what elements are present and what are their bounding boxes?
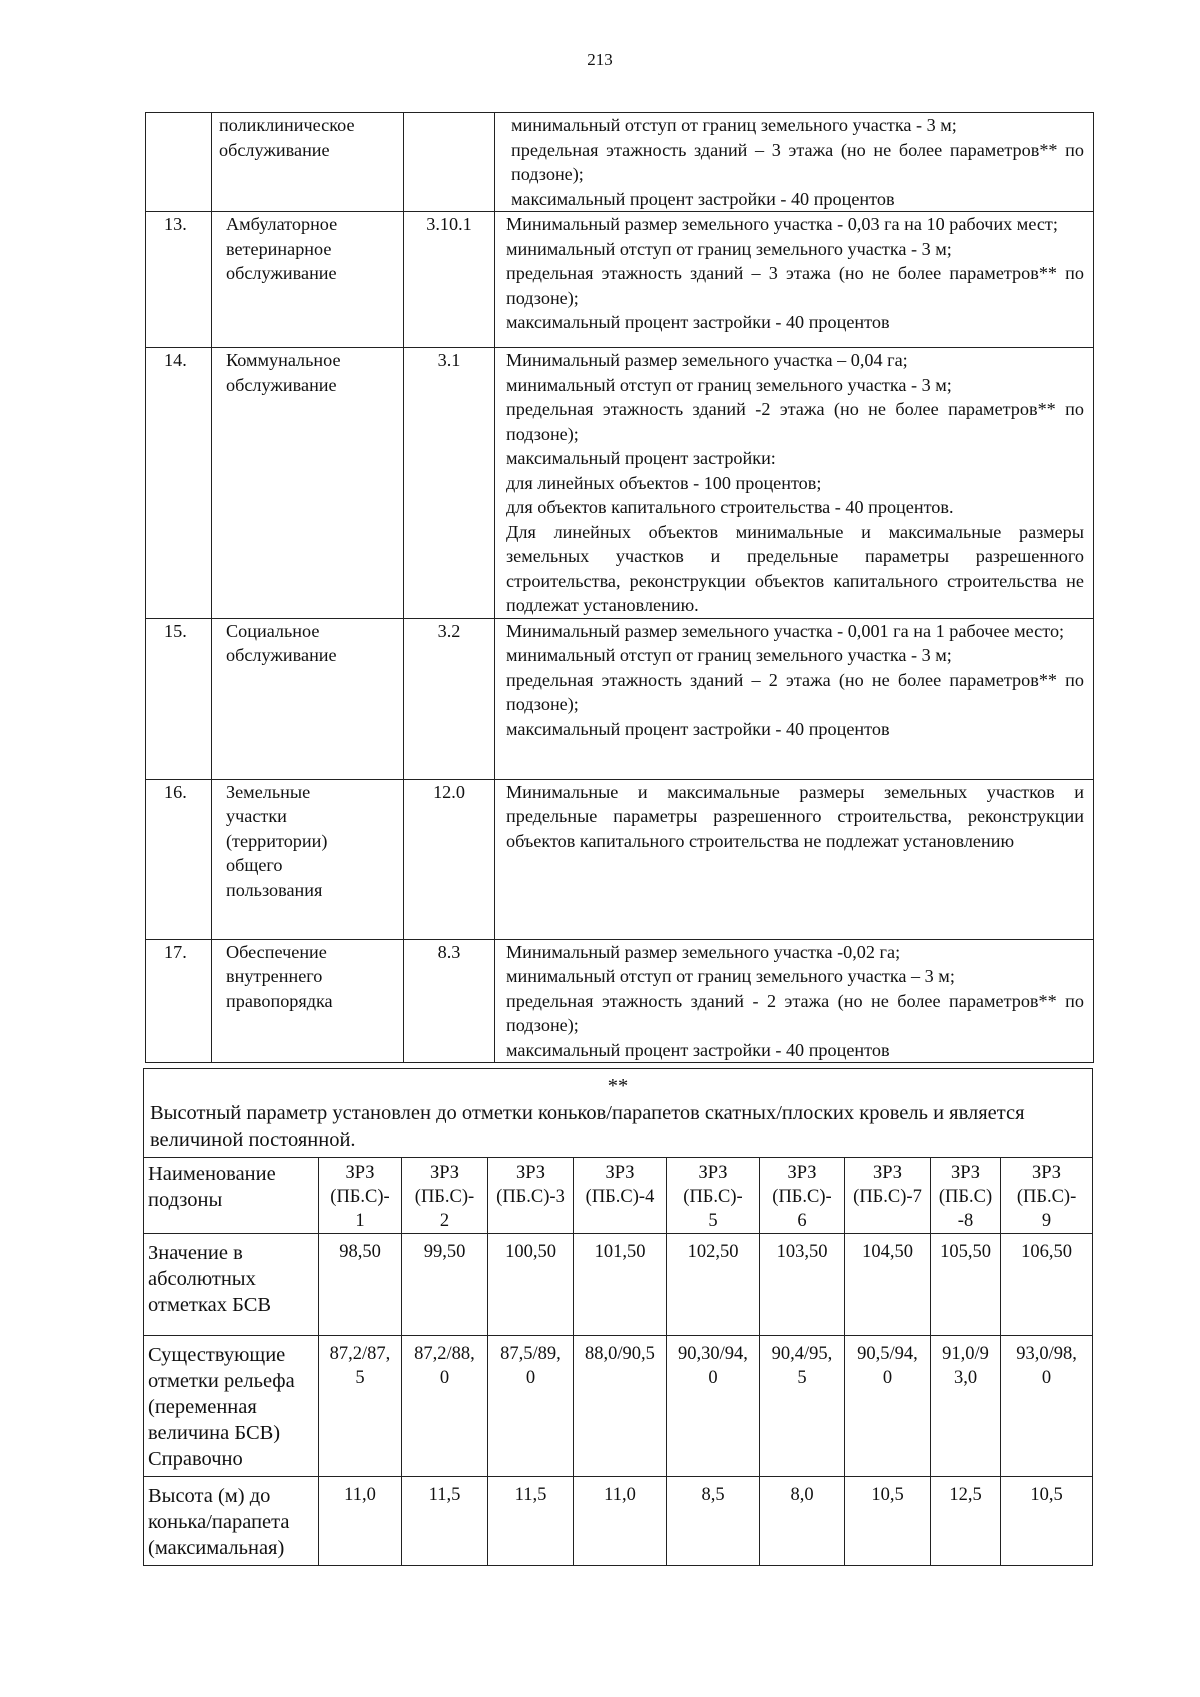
use-name-line: Земельные [226, 781, 311, 802]
value-line: 102,50 [687, 1242, 739, 1262]
table-row [146, 618, 1094, 779]
zone-name-line: (ПБ.С)- [330, 1187, 390, 1207]
parameter-line: Минимальный размер земельного участка -0,02 га; [506, 941, 901, 962]
zone-name-line: ЗРЗ [950, 1163, 981, 1183]
parameter-line: Минимальный размер земельного участка - 0,001 га на 1 рабочее место; [506, 620, 1065, 641]
zone-name-line: (ПБ.С)- [772, 1187, 832, 1207]
zone-name-line: 2 [439, 1211, 450, 1231]
value-line: 104,50 [862, 1242, 913, 1262]
zone-name-line: 6 [797, 1211, 807, 1231]
value-line: 0 [525, 1368, 536, 1388]
value-cell [488, 1234, 574, 1336]
value-line: 105,50 [940, 1242, 991, 1262]
use-name-line: Социальное [226, 620, 320, 641]
value-cell [574, 1234, 667, 1336]
value-cell [931, 1336, 1001, 1477]
parameter-line: для объектов капитального строительства - 40 процентов. [506, 497, 954, 517]
value-line: 91,0/9 [942, 1344, 989, 1364]
row-label-line: Значение в [148, 1242, 243, 1264]
value-line: 90,4/95, [771, 1344, 833, 1364]
zone-name-line: ЗРЗ [872, 1163, 903, 1183]
height-note-cell [144, 1069, 1093, 1158]
zone-name-line: ЗРЗ [515, 1163, 546, 1183]
subzone-label-cell: Наименование подзоны [144, 1158, 319, 1234]
value-cell [760, 1234, 845, 1336]
value-cell [845, 1477, 931, 1566]
value-cell [1001, 1477, 1093, 1566]
value-line: 98,50 [339, 1242, 381, 1262]
value-cell [402, 1477, 488, 1566]
value-line: 11,0 [344, 1485, 376, 1505]
zone-name-line: -8 [957, 1211, 974, 1231]
value-cell [402, 1336, 488, 1477]
row-number-cell: 14. [146, 348, 212, 619]
value-cell [845, 1234, 931, 1336]
page-number: 213 [587, 50, 613, 69]
table-row [146, 348, 1094, 619]
parameters-cell [495, 618, 1094, 779]
use-name-line: Амбулаторное [226, 214, 338, 234]
row-label-line: Высота (м) до [148, 1485, 271, 1507]
value-cell [574, 1336, 667, 1477]
value-line: 11,0 [604, 1485, 636, 1505]
value-line: 5 [797, 1368, 807, 1388]
table-row [144, 1477, 1093, 1566]
zone-name-line: (ПБ.С)- [683, 1187, 743, 1207]
value-cell [760, 1477, 845, 1566]
use-name-line: ветеринарное [226, 238, 332, 259]
value-line: 3,0 [953, 1368, 978, 1388]
use-name-cell [212, 618, 404, 779]
table-row [146, 779, 1094, 939]
use-name-line: обслуживание [226, 374, 337, 395]
use-code-cell: 3.10.1 [404, 212, 495, 348]
parameter-line: предельная этажность зданий -2 этажа (но не более параметров** по подзоне); [506, 399, 1084, 444]
parameter-line: Для линейных объектов минимальные и максимальные размеры земельных участков и предельные параметры разрешенного строительства, реконструкции объектов капитального строительства не подлежат установлению. [506, 521, 1084, 615]
value-cell [574, 1477, 667, 1566]
table-row [144, 1336, 1093, 1477]
use-name-line: (территории) [226, 830, 328, 851]
zone-header-cell [760, 1158, 845, 1234]
row-number-cell: 16. [146, 779, 212, 939]
value-cell [667, 1477, 760, 1566]
row-number-cell: 13. [146, 212, 212, 348]
use-code-cell: 12.0 [404, 779, 495, 939]
parameter-line: максимальный процент застройки - 40 процентов [511, 188, 895, 209]
parameter-line: максимальный процент застройки - 40 процентов [506, 1039, 890, 1060]
value-line: 0 [1041, 1368, 1052, 1388]
use-name-line: внутреннего [226, 966, 323, 986]
zone-header-cell [319, 1158, 402, 1234]
value-line: 12,5 [949, 1485, 982, 1505]
zone-name-line: ЗРЗ [429, 1163, 460, 1183]
row-label-line: (переменная [148, 1396, 257, 1418]
zone-name-line: 9 [1041, 1211, 1052, 1231]
parameters-cell [495, 212, 1094, 348]
value-cell [319, 1336, 402, 1477]
parameters-cell [495, 348, 1094, 619]
zone-header-cell [845, 1158, 931, 1234]
parameter-line: минимальный отступ от границ земельного участка – 3 м; [506, 966, 955, 986]
value-cell [488, 1477, 574, 1566]
row-label-line: (максимальная) [148, 1537, 285, 1559]
zone-name-line: (ПБ.С)-3 [496, 1187, 565, 1207]
zone-header-row [144, 1158, 1093, 1234]
use-name-cell [212, 779, 404, 939]
row-label-line: величина БСВ) [148, 1422, 281, 1444]
footnote-marker: ** [607, 1075, 629, 1097]
table-row [146, 939, 1094, 1063]
parameter-line: Минимальный размер земельного участка – 0,04 га; [506, 350, 908, 370]
value-cell [319, 1234, 402, 1336]
parameter-line: предельная этажность зданий – 2 этажа (но не более параметров** по подзоне); [506, 669, 1084, 714]
value-cell [667, 1336, 760, 1477]
parameter-line: минимальный отступ от границ земельного участка - 3 м; [506, 374, 952, 395]
use-name-cell [212, 113, 404, 212]
row-number-cell: 17. [146, 939, 212, 1063]
zone-name-line: 5 [708, 1211, 718, 1231]
value-line: 99,50 [423, 1242, 466, 1262]
value-line: 100,50 [505, 1242, 556, 1262]
zone-name-line: 1 [355, 1211, 365, 1231]
value-line: 10,5 [1030, 1485, 1063, 1505]
row-label-cell [144, 1336, 319, 1477]
zone-name-line: (ПБ.С)-4 [585, 1187, 655, 1207]
value-cell [402, 1234, 488, 1336]
parameter-line: максимальный процент застройки - 40 процентов [506, 718, 890, 739]
use-name-line: правопорядка [226, 990, 333, 1011]
row-number-cell: 15. [146, 618, 212, 779]
parameters-cell [495, 113, 1094, 212]
row-label-line: Справочно [148, 1448, 243, 1470]
height-note-text: Высотный параметр установлен до отметки коньков/парапетов скатных/плоских кровель и является величиной постоянной. [150, 1102, 1025, 1151]
value-cell [760, 1336, 845, 1477]
value-line: 101,50 [594, 1242, 646, 1262]
use-name-line: пользования [226, 879, 323, 900]
use-code-cell: 3.2 [404, 618, 495, 779]
zone-header-cell [1001, 1158, 1093, 1234]
subzone-heights-table [143, 1068, 1093, 1566]
use-name-line: обслуживание [226, 263, 337, 283]
value-line: 5 [355, 1368, 365, 1388]
use-name-line: общего [226, 855, 283, 875]
value-line: 88,0/90,5 [585, 1344, 655, 1364]
parameter-line: предельная этажность зданий - 2 этажа (но не более параметров** по подзоне); [506, 990, 1084, 1035]
value-line: 0 [882, 1368, 893, 1388]
value-line: 103,50 [776, 1242, 828, 1262]
value-line: 87,5/89, [500, 1344, 561, 1364]
row-label-line: отметках БСВ [148, 1294, 272, 1316]
row-label-line: отметки рельефа [148, 1370, 295, 1392]
value-cell [931, 1234, 1001, 1336]
value-cell [319, 1477, 402, 1566]
value-line: 11,5 [428, 1485, 461, 1505]
table-row [144, 1234, 1093, 1336]
value-line: 90,5/94, [857, 1344, 918, 1364]
zone-header-cell [667, 1158, 760, 1234]
parameters-cell [495, 939, 1094, 1063]
value-line: 8,5 [701, 1485, 725, 1505]
parameter-line: для линейных объектов - 100 процентов; [506, 472, 822, 493]
value-cell [667, 1234, 760, 1336]
parameter-line: предельная этажность зданий – 3 этажа (но не более параметров** по подзоне); [511, 139, 1084, 184]
table-row [146, 212, 1094, 348]
use-name-line: Обеспечение [226, 941, 327, 962]
parameter-line: Минимальные и максимальные размеры земельных участков и предельные параметры разрешенного строительства, реконструкции объектов капитального строительства не подлежат установлению [506, 781, 1084, 851]
value-cell [931, 1477, 1001, 1566]
parameter-line: Минимальный размер земельного участка - 0,03 га на 10 рабочих мест; [506, 214, 1058, 234]
zone-name-line: (ПБ.С) [938, 1187, 993, 1207]
value-line: 106,50 [1021, 1242, 1072, 1262]
use-name-cell [212, 348, 404, 619]
parameter-line: максимальный процент застройки: [506, 448, 776, 468]
value-line: 10,5 [871, 1485, 904, 1505]
value-line: 93,0/98, [1016, 1344, 1077, 1364]
value-line: 0 [708, 1368, 718, 1388]
parameters-cell [495, 779, 1094, 939]
use-code-cell [404, 113, 495, 212]
row-label-cell [144, 1477, 319, 1566]
value-cell [845, 1336, 931, 1477]
value-cell [488, 1336, 574, 1477]
value-line: 87,2/88, [414, 1344, 475, 1364]
use-name-line: участки [226, 806, 287, 826]
value-cell [1001, 1336, 1093, 1477]
row-number-cell [146, 113, 212, 212]
zone-name-line: (ПБ.С)-7 [853, 1187, 922, 1207]
zone-name-line: ЗРЗ [698, 1163, 728, 1183]
use-name-line: Коммунальное [226, 350, 341, 370]
use-code-cell: 8.3 [404, 939, 495, 1063]
zone-name-line: (ПБ.С)- [414, 1187, 475, 1207]
use-name-cell [212, 939, 404, 1063]
parameter-line: минимальный отступ от границ земельного участка - 3 м; [506, 645, 952, 665]
value-cell [1001, 1234, 1093, 1336]
use-name-line: поликлиническое [219, 115, 355, 135]
row-label-line: Существующие [148, 1344, 286, 1366]
row-label-line: абсолютных [148, 1268, 256, 1290]
zoning-parameters-table [145, 112, 1094, 1063]
row-label-line: конька/парапета [148, 1511, 290, 1533]
use-name-line: обслуживание [219, 139, 330, 160]
use-code-cell: 3.1 [404, 348, 495, 619]
parameter-line: минимальный отступ от границ земельного участка - 3 м; [506, 238, 952, 259]
value-line: 11,5 [514, 1485, 547, 1505]
zone-name-line: ЗРЗ [345, 1163, 375, 1183]
value-line: 0 [439, 1368, 450, 1388]
zone-name-line: (ПБ.С)- [1016, 1187, 1077, 1207]
use-name-cell [212, 212, 404, 348]
zone-header-cell [402, 1158, 488, 1234]
zone-name-line: ЗРЗ [787, 1163, 817, 1183]
table-row-continuation [146, 113, 1094, 212]
value-line: 8,0 [790, 1485, 814, 1505]
zone-header-cell [574, 1158, 667, 1234]
value-line: 87,2/87, [329, 1344, 391, 1364]
value-line: 90,30/94, [678, 1344, 748, 1364]
zone-name-line: ЗРЗ [1032, 1163, 1062, 1183]
parameter-line: предельная этажность зданий – 3 этажа (но не более параметров** по подзоне); [506, 263, 1084, 308]
parameter-line: максимальный процент застройки - 40 процентов [506, 312, 890, 332]
zone-name-line: ЗРЗ [605, 1163, 635, 1183]
zone-header-cell [931, 1158, 1001, 1234]
parameter-line: минимальный отступ от границ земельного участка - 3 м; [511, 115, 957, 135]
use-name-line: обслуживание [226, 645, 337, 665]
zone-header-cell [488, 1158, 574, 1234]
row-label-cell [144, 1234, 319, 1336]
note-row [144, 1069, 1093, 1158]
